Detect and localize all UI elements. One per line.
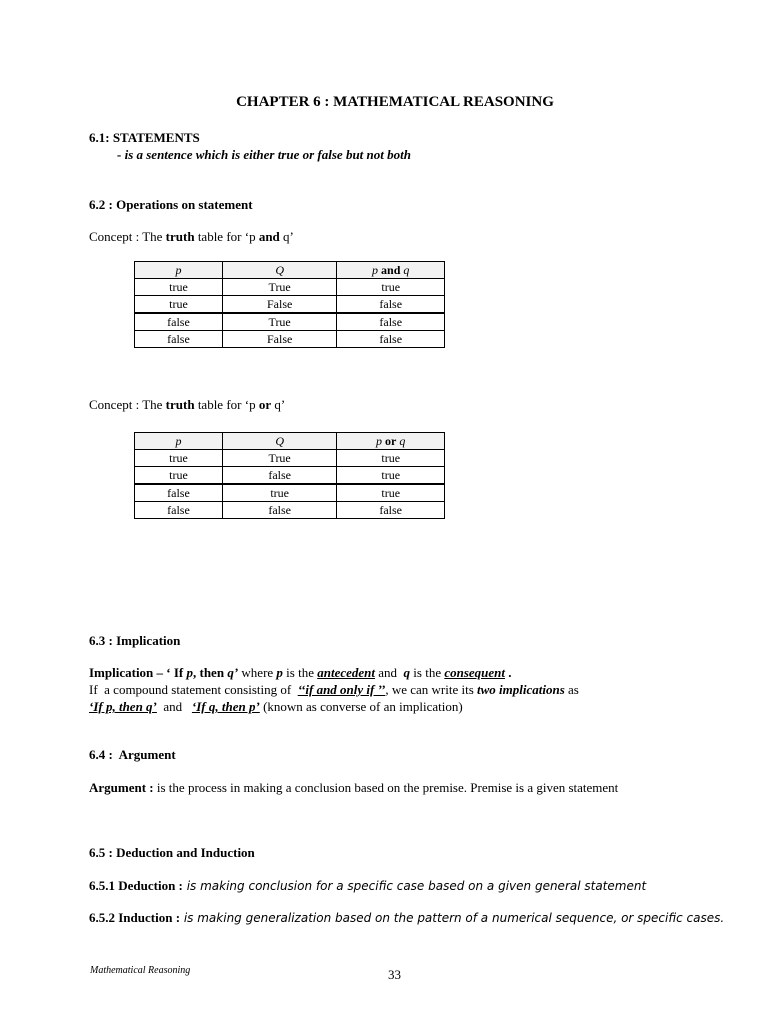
table-cell: false <box>337 296 445 314</box>
deduction-term: 6.5.1 Deduction : <box>89 878 183 893</box>
table-header <box>337 433 445 450</box>
table-header <box>337 262 445 279</box>
section-6-1-heading: 6.1: STATEMENTS <box>89 130 200 145</box>
table-cell: False <box>222 331 337 348</box>
text-span: p <box>276 665 283 680</box>
truth-table-and <box>134 261 445 348</box>
table-cell: true <box>337 467 445 485</box>
text-span: p <box>186 665 193 680</box>
section-6-4-heading: 6.4 : Argument <box>89 747 176 762</box>
header-p: p <box>372 262 379 277</box>
argument-term: Argument : <box>89 780 154 795</box>
concept-prefix: Concept : The <box>89 229 166 244</box>
concept-suffix: q’ <box>279 229 294 244</box>
antecedent-term: antecedent <box>317 665 375 680</box>
page-title: CHAPTER 6 : MATHEMATICAL REASONING <box>236 94 554 110</box>
table-cell: false <box>135 331 223 348</box>
argument-definition <box>89 780 618 796</box>
text-span: as <box>564 682 579 697</box>
section-6-5-heading: 6.5 : Deduction and Induction <box>89 845 255 860</box>
concept-mid: table for ‘p <box>194 397 259 412</box>
deduction-text: is making conclusion for a specific case based on a given general statement <box>182 879 647 893</box>
text-span: where <box>238 665 277 680</box>
converse-term: ‘If q, then p’ <box>191 699 260 714</box>
iff-term: ‘‘if and only if ’’ <box>297 682 386 697</box>
text-span: Implication – ‘ If <box>89 665 187 680</box>
text-span: q <box>403 665 411 680</box>
table-header: Q <box>222 433 336 450</box>
consequent-term: consequent <box>444 665 506 680</box>
header-q: q <box>399 433 406 448</box>
header-op: or <box>385 433 397 448</box>
table-cell: true <box>337 484 445 502</box>
table-cell: false <box>222 502 336 519</box>
header-op: and <box>381 262 401 277</box>
text-span: and <box>375 665 404 680</box>
deduction-definition <box>89 878 646 894</box>
text-span: is the <box>282 665 318 680</box>
two-implications-term: two implications <box>477 682 565 697</box>
implication-line-3 <box>89 699 463 715</box>
text-span: If a compound statement consisting of <box>89 682 298 697</box>
implication-line-1 <box>89 665 512 681</box>
implication-line-2 <box>89 682 579 698</box>
table-cell: true <box>135 467 223 485</box>
header-q: q <box>403 262 410 277</box>
concept-op: and <box>258 229 280 244</box>
table-cell: false <box>222 467 336 485</box>
table-cell: false <box>135 313 223 331</box>
section-6-3-heading: 6.3 : Implication <box>89 633 181 648</box>
concept-mid: table for ‘p <box>194 229 259 244</box>
concept-suffix: q’ <box>271 397 286 412</box>
text-span: . <box>505 665 512 680</box>
table-cell: false <box>135 502 223 519</box>
truth-table-or <box>134 432 445 519</box>
table-cell: false <box>337 313 445 331</box>
footer-title: Mathematical Reasoning <box>90 965 191 976</box>
text-span: and <box>156 699 192 714</box>
table-cell: true <box>135 450 223 467</box>
concept-and-text <box>89 229 294 245</box>
table-header: Q <box>222 262 337 279</box>
text-span: q’ <box>227 665 239 680</box>
table-cell: false <box>135 484 223 502</box>
table-cell: false <box>337 502 445 519</box>
table-cell: true <box>337 279 445 296</box>
page-number: 33 <box>388 967 401 982</box>
table-cell: true <box>222 484 336 502</box>
table-cell: True <box>222 450 336 467</box>
table-cell: True <box>222 279 337 296</box>
concept-or-text <box>89 397 285 413</box>
text-span: (known as converse of an implication) <box>259 699 463 714</box>
concept-bold: truth <box>165 397 195 412</box>
concept-prefix: Concept : The <box>89 397 166 412</box>
section-6-2-heading: 6.2 : Operations on statement <box>89 197 253 212</box>
concept-op: or <box>258 397 272 412</box>
table-cell: false <box>337 331 445 348</box>
table-cell: true <box>135 279 223 296</box>
text-span: , then <box>193 665 228 680</box>
concept-bold: truth <box>165 229 195 244</box>
implication-term: ‘If p, then q’ <box>89 699 157 714</box>
header-p: p <box>376 433 383 448</box>
table-header: p <box>135 433 223 450</box>
text-span: is the <box>410 665 445 680</box>
induction-text: is making generalization based on the pattern of a numerical sequence, or specific cases. <box>180 911 725 925</box>
table-cell: true <box>135 296 223 314</box>
text-span: , we can write its <box>385 682 478 697</box>
table-header: p <box>135 262 223 279</box>
table-cell: True <box>222 313 337 331</box>
induction-term: 6.5.2 Induction : <box>89 910 181 925</box>
table-cell: False <box>222 296 337 314</box>
table-cell: true <box>337 450 445 467</box>
argument-text: is the process in making a conclusion based on the premise. Premise is a given statement <box>153 780 619 795</box>
statement-definition: - is a sentence which is either true or false but not both <box>117 147 411 162</box>
induction-definition <box>89 910 724 926</box>
